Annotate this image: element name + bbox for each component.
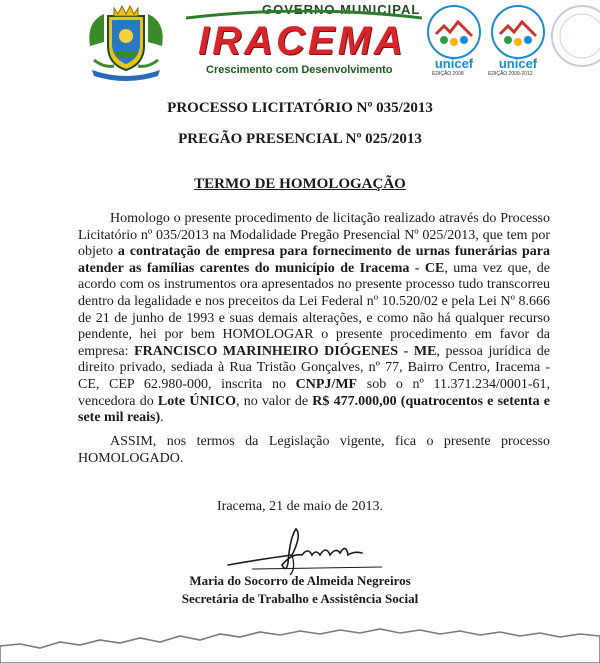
text-run: , no valor de — [236, 393, 313, 409]
seal-edition: EDIÇÃO 2009-2012 — [488, 71, 533, 77]
handwritten-signature — [222, 525, 392, 577]
city-name: IRACEMA — [198, 19, 406, 63]
cnpj-label: CNPJ/MF — [295, 376, 358, 392]
process-title: PROCESSO LICITATÓRIO Nº 035/2013 — [167, 100, 433, 116]
letterhead — [0, 0, 600, 85]
contract-value: R$ 477.000,00 (quatrocentos e setenta e sete mil reais) — [78, 393, 550, 426]
text-run: , pessoa jurídica de direito privado, sediada à Rua Tristão Gonçalves, nº 77, Bairro Centro, Iracema - CE, CEP 62.980-000, inscrita no — [78, 343, 551, 392]
government-line: GOVERNO MUNICIPAL — [262, 2, 421, 17]
seal-edition: EDIÇÃO 2008 — [432, 71, 464, 77]
unicef-seal-icon — [420, 2, 488, 82]
auction-title: PREGÃO PRESENCIAL Nº 025/2013 — [178, 131, 422, 147]
slogan: Crescimento com Desenvolvimento — [206, 64, 393, 76]
company-name: FRANCISCO MARINHEIRO DIÓGENES - ME — [134, 343, 437, 359]
place-date: Iracema, 21 de maio de 2013. — [217, 499, 383, 514]
torn-paper-edge — [0, 618, 600, 663]
term-title: TERMO DE HOMOLOGAÇÃO — [194, 176, 406, 192]
svg-text:unicef: unicef — [434, 56, 474, 71]
signer-name: Maria do Socorro de Almeida Negreiros — [189, 573, 411, 588]
text-run: Homologo o presente procedimento de licitação realizado através do Processo Licitatório nº 035/2013 na Modalidade Pregão Presencial Nº 025/2013, que tem por objeto — [78, 211, 550, 260]
text-run: , uma vez que, de acordo com os instrumentos ora apresentados no presente processo tudo transcorreu dentro da legalidade e nos preceitos da Lei Federal nº 10.520/02 e pela Lei Nº 8.666 de 21 de junho de 1993 e suas demais alterações, e como não há qualquer recurso pendente, hei por bem HOMOLOGAR o presente procedimento em favor da empresa: — [78, 260, 550, 359]
lot-label: Lote ÚNICO — [157, 393, 237, 409]
signer-role: Secretária de Trabalho e Assistência Social — [181, 591, 419, 606]
homologation-paragraph — [78, 211, 550, 427]
official-stamp-icon — [542, 0, 600, 80]
text-run: . — [160, 410, 164, 426]
municipal-coat-of-arms-icon — [84, 2, 168, 82]
svg-text:unicef: unicef — [498, 56, 538, 71]
text-run: sob o nº 11.371.234/0001-61, vencedora do — [78, 376, 550, 409]
closing-paragraph: ASSIM, nos termos da Legislação vigente, fica o presente processo HOMOLOGADO. — [78, 434, 550, 466]
contract-object: a contratação de empresa para fornecimento de urnas funerárias para atender as famílias carentes do município de Iracema - CE — [78, 244, 550, 276]
